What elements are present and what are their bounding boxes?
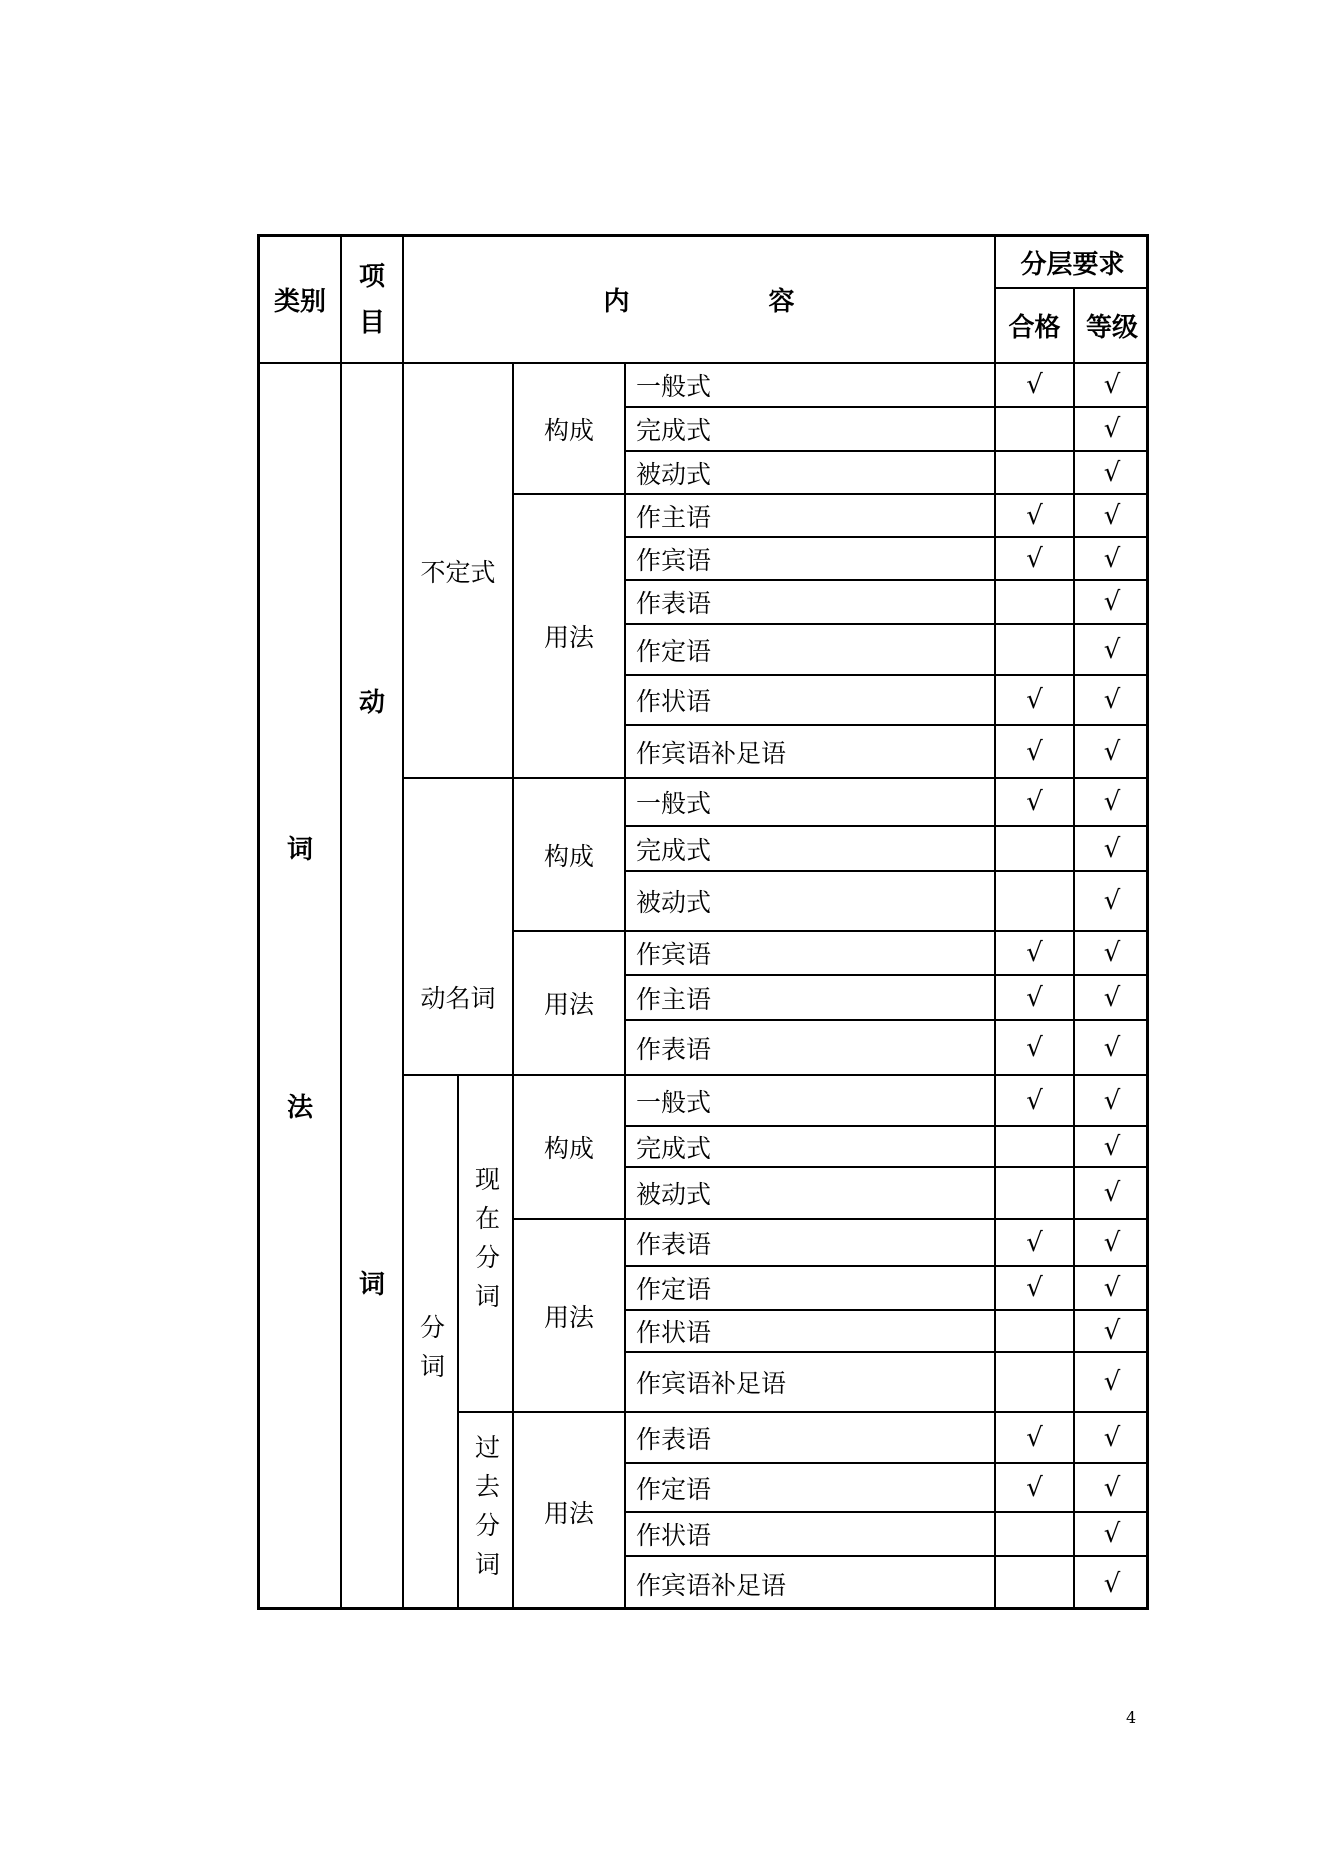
item-label: 一般式 [626,364,996,408]
pass-check: √ [996,1413,1075,1464]
pass-check [996,452,1075,495]
page-number: 4 [1126,1708,1137,1727]
pass-check: √ [996,726,1075,779]
pass-check [996,1353,1075,1413]
grade-check: √ [1075,1413,1149,1464]
subgroup-present-form [514,1076,626,1220]
grade-check: √ [1075,1311,1149,1353]
item-label: 作主语 [626,495,996,538]
grade-check: √ [1075,581,1149,625]
pass-check: √ [996,1076,1075,1127]
grade-check: √ [1075,726,1149,779]
group-participle-label: 分词 [416,1314,446,1392]
item-label: 作宾语补足语 [626,726,996,779]
grade-check: √ [1075,1220,1149,1267]
grade-check: √ [1075,625,1149,676]
grade-check: √ [1075,1513,1149,1557]
group-past-participle-label: 过去分词 [471,1433,501,1590]
grade-check: √ [1075,408,1149,452]
pass-check [996,1557,1075,1610]
group-participle [404,1076,459,1610]
item-label: 作宾语 [626,932,996,976]
subgroup-infinitive-usage-label: 用法 [543,623,594,652]
subgroup-infinitive-form-label: 构成 [543,415,594,445]
pass-check [996,625,1075,676]
item-label: 作宾语补足语 [626,1557,996,1610]
header-content [404,237,996,364]
pass-check: √ [996,1220,1075,1267]
item-label: 作表语 [626,581,996,625]
group-infinitive [404,364,514,779]
subgroup-present-usage [514,1220,626,1413]
grade-check: √ [1075,1127,1149,1168]
pass-check [996,1168,1075,1220]
item-label: 一般式 [626,779,996,827]
group-infinitive-label: 不定式 [420,557,496,587]
item-label: 完成式 [626,408,996,452]
pass-check [996,581,1075,625]
grade-check: √ [1075,1076,1149,1127]
header-content-char-2: 容 [768,287,795,317]
item-label: 作表语 [626,1220,996,1267]
subgroup-gerund-usage [514,932,626,1076]
pass-check: √ [996,1267,1075,1311]
item-label: 作表语 [626,1021,996,1076]
subgroup-gerund-usage-label: 用法 [543,990,594,1019]
grade-check: √ [1075,1353,1149,1413]
grade-check: √ [1075,1168,1149,1220]
grade-check: √ [1103,1568,1121,1599]
pass-check: √ [996,364,1075,408]
pass-check: √ [996,779,1075,827]
item-label: 被动式 [626,452,996,495]
pass-check [996,1311,1075,1353]
item-label: 作状语 [626,1311,996,1353]
grade-check: √ [1075,452,1149,495]
item-label: 作定语 [626,625,996,676]
header-pass: 合格 [996,289,1075,364]
grade-check: √ [1075,1464,1149,1513]
pass-check [996,1127,1075,1168]
pass-check: √ [996,976,1075,1021]
pass-check: √ [996,1021,1075,1076]
grade-check: √ [1075,872,1149,932]
grade-check: √ [1075,676,1149,726]
item-label: 完成式 [626,1127,996,1168]
item-label: 作状语 [626,1513,996,1557]
category-char-1: 词 [286,835,313,865]
item-label: 作表语 [626,1413,996,1464]
header-content-char-1: 内 [603,287,630,317]
pass-check [996,827,1075,872]
header-category: 类别 [260,237,342,364]
grade-check: √ [1075,779,1149,827]
item-label: 作状语 [626,676,996,726]
grade-check: √ [1075,1267,1149,1311]
grade-check: √ [1075,538,1149,581]
subgroup-infinitive-form [514,364,626,495]
item-label: 作定语 [626,1464,996,1513]
grade-check: √ [1075,976,1149,1021]
category-char-2: 法 [286,1093,313,1123]
pass-check: √ [996,538,1075,581]
item-label: 作宾语 [626,538,996,581]
pass-check: √ [996,932,1075,976]
item-label: 作宾语补足语 [626,1353,996,1413]
subgroup-present-form-label: 构成 [543,1134,594,1163]
project-char-2: 词 [358,1270,385,1300]
item-label: 完成式 [626,827,996,872]
pass-check [996,1513,1075,1557]
grammar-requirements-table [257,234,1149,1610]
group-present-participle-label: 现在分词 [471,1165,501,1322]
group-present-participle [459,1076,514,1413]
header-levels: 分层要求 [996,237,1149,289]
category-cell [260,364,342,1610]
grade-check: √ [1075,827,1149,872]
group-gerund [404,779,514,1076]
pass-check: √ [996,495,1075,538]
subgroup-past-usage-label: 用法 [543,1498,594,1528]
header-grade: 等级 [1075,289,1149,364]
grade-check: √ [1075,932,1149,976]
pass-check [996,872,1075,932]
subgroup-past-usage [514,1413,626,1610]
grade-check: √ [1075,364,1149,408]
pass-check: √ [996,1464,1075,1513]
subgroup-gerund-form-label: 构成 [543,841,594,871]
group-gerund-label: 动名词 [420,983,496,1013]
subgroup-infinitive-usage [514,495,626,779]
pass-check: √ [996,676,1075,726]
project-char-1: 动 [358,688,385,718]
header-project-text: 项目 [358,261,385,338]
item-label: 被动式 [626,1168,996,1220]
item-label: 作主语 [626,976,996,1021]
item-label: 一般式 [626,1076,996,1127]
grade-check: √ [1075,495,1149,538]
subgroup-present-usage-label: 用法 [543,1302,594,1332]
group-past-participle [459,1413,514,1610]
grade-check: √ [1075,1021,1149,1076]
item-label: 作定语 [626,1267,996,1311]
pass-check [996,408,1075,452]
project-cell [342,364,404,1610]
item-label: 被动式 [626,872,996,932]
subgroup-gerund-form [514,779,626,932]
header-project [342,237,404,364]
